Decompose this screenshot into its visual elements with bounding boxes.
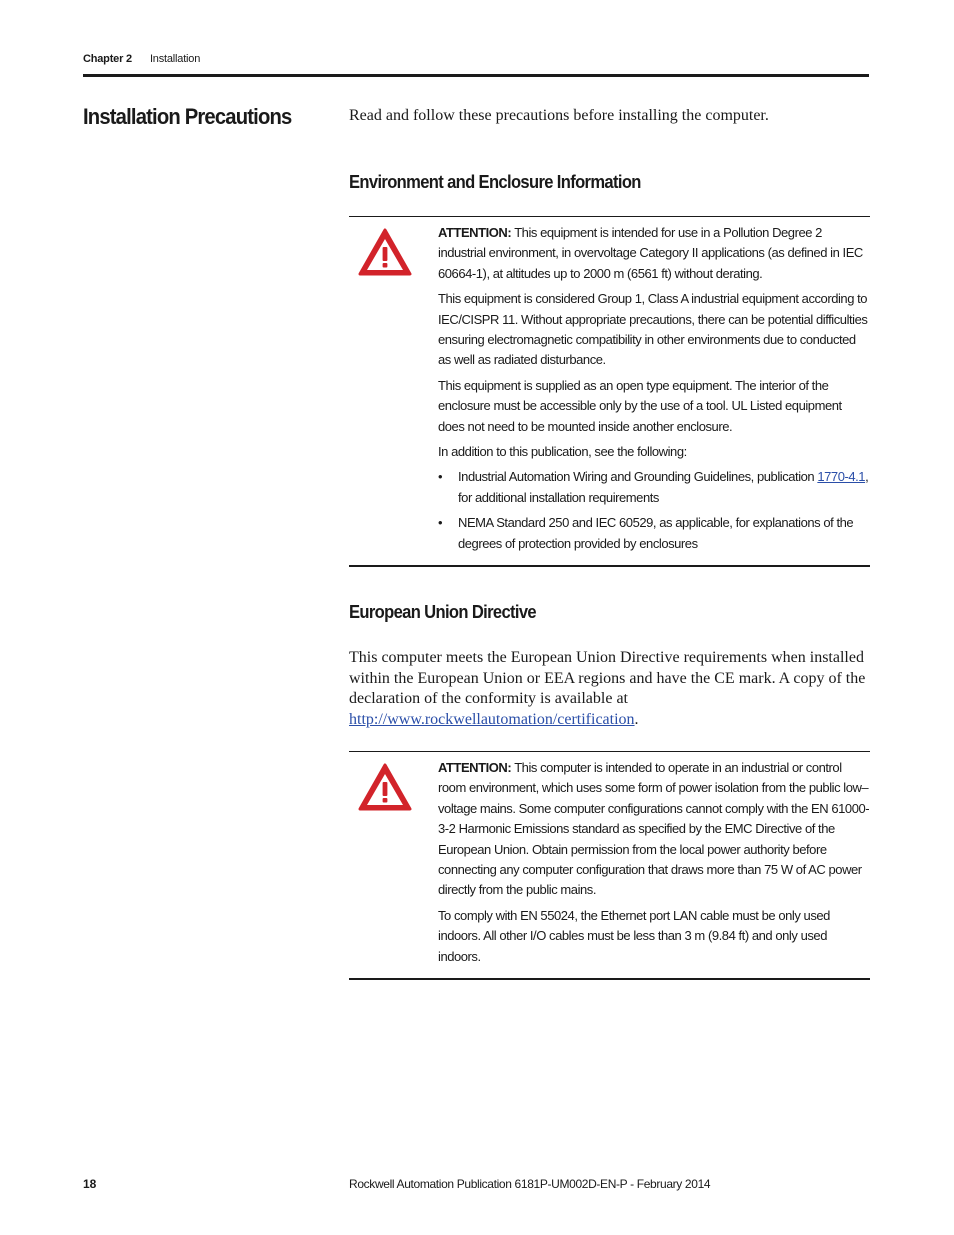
header-rule — [83, 74, 869, 77]
paragraph-text: . — [634, 711, 639, 729]
list-item: • NEMA Standard 250 and IEC 60529, as applicable, for explanations of the degrees of protection provided by enclosures — [438, 513, 870, 554]
attention-text — [438, 752, 870, 978]
publication-link[interactable]: 1770-4.1 — [817, 469, 866, 485]
list-item-text: , for additional installation requirements — [458, 469, 869, 505]
page-number: 18 — [83, 1177, 97, 1191]
chapter-label: Chapter 2 — [83, 53, 132, 65]
running-header — [83, 53, 200, 65]
publication-info: Rockwell Automation Publication 6181P-UM002D-EN-P - February 2014 — [349, 1177, 711, 1191]
attention-box-eu — [349, 751, 870, 980]
paragraph-text: This computer meets the European Union Directive requirements when installed within the European Union or EEA regions and have the CE mark. A copy of the declaration of the conformity is available at — [349, 649, 866, 708]
warning-triangle-icon — [358, 762, 412, 812]
attention-box-environment — [349, 216, 870, 567]
attention-para: This computer is intended to operate in an industrial or control room environment, which uses some form of power isolation from the public low–voltage mains. Some computer configurations cannot comply with the EN 61000-3-2 Harmonic Emissions standard as specified by the EMC Directive of the European Union. Obtain permission from the local power authority before connecting any computer configuration that draws more than 75 W of AC power directly from the public mains. — [438, 760, 870, 898]
attention-para: To comply with EN 55024, the Ethernet port LAN cable must be only used indoors. All other I/O cables must be less than 3 m (9.84 ft) and only used indoors. — [438, 907, 830, 964]
eu-directive-text — [349, 648, 871, 731]
reference-list — [438, 467, 870, 554]
eu-directive-heading: European Union Directive — [349, 602, 536, 622]
attention-label: ATTENTION: — [438, 225, 512, 240]
intro-text: Read and follow these precautions before installing the computer. — [349, 107, 769, 124]
list-item-text: Industrial Automation Wiring and Grounding Guidelines, publication — [458, 469, 818, 485]
page-title: Installation Precautions — [83, 104, 292, 129]
attention-para: This equipment is intended for use in a Pollution Degree 2 industrial environment, in overvoltage Category II applications (as defined in IEC 60664-1), at altitudes up to 2000 m (6561 ft) without derating. — [438, 225, 863, 281]
attention-para: This equipment is supplied as an open type equipment. The interior of the enclosure must be accessible only by the use of a tool. UL Listed equipment does not need to be mounted inside another enclosure. — [438, 377, 842, 434]
attention-label: ATTENTION: — [438, 760, 512, 775]
attention-text — [438, 217, 870, 565]
section-label: Installation — [149, 53, 201, 65]
warning-triangle-icon — [358, 227, 412, 277]
certification-link[interactable]: http://www.rockwellautomation/certification — [349, 711, 635, 729]
environment-heading: Environment and Enclosure Information — [349, 172, 641, 192]
list-item — [438, 467, 870, 508]
attention-para: This equipment is considered Group 1, Class A industrial equipment according to IEC/CISPR 11. Without appropriate precautions, there can be potential difficulties ensuring electromagnetic compatibility in other environments due to conducted as well as radiated disturbance. — [438, 291, 868, 368]
attention-para: In addition to this publication, see the following: — [438, 444, 687, 460]
